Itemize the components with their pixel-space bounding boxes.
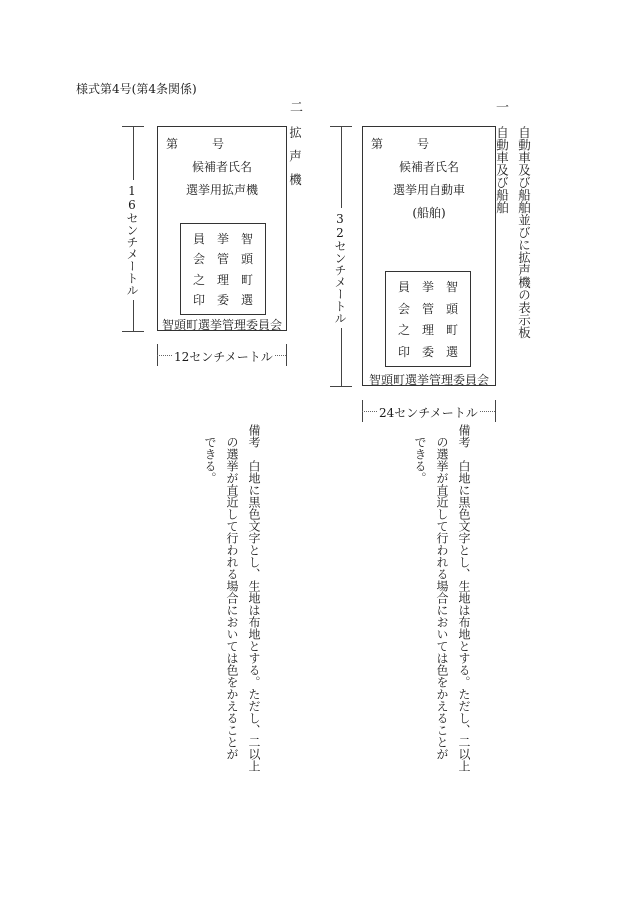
section2-number: 二 xyxy=(287,100,302,113)
height-label-1: 32センチメートル xyxy=(334,208,346,328)
official-seal xyxy=(385,271,471,367)
note-line-3: できる。 xyxy=(203,436,217,484)
note-line-1: 備考 白地に黒色文字とし、生地は布地とする。ただし、二以上 xyxy=(247,424,261,772)
seal-char: 員 xyxy=(397,280,410,295)
boat-label: (船舶) xyxy=(412,206,446,220)
dim-bottom-tick-1 xyxy=(330,386,352,387)
seal-char: 之 xyxy=(397,323,410,338)
section1-subheading: 自動車及び船舶 xyxy=(494,126,510,214)
seal-char: 委 xyxy=(421,344,434,359)
dim-right-tick-2 xyxy=(286,344,287,366)
section2-heading: 拡声機 xyxy=(287,126,303,197)
dim-right-tick-1 xyxy=(495,400,496,422)
committee-label: 智頭町選挙管理委員会 xyxy=(161,318,282,332)
number-label: 第 xyxy=(371,137,384,151)
sign-panel-car xyxy=(362,126,496,386)
seal-char: 印 xyxy=(192,293,205,308)
candidate-name-label: 候補者氏名 xyxy=(191,160,252,174)
seal-char: 町 xyxy=(240,272,253,287)
go-label: 号 xyxy=(212,137,225,151)
height-label-2: 16センチメートル xyxy=(126,180,138,300)
seal-char: 町 xyxy=(445,323,458,338)
go-label: 号 xyxy=(417,137,430,151)
seal-char: 委 xyxy=(216,293,229,308)
seal-char: 智 xyxy=(445,280,458,295)
seal-char: 之 xyxy=(192,272,205,287)
seal-char: 智 xyxy=(240,231,253,246)
seal-char: 理 xyxy=(421,323,434,338)
note-line-2: の選挙が直近して行われる場合においては色をかえることが xyxy=(435,436,449,760)
section1-heading: 自動車及び船舶並びに拡声機の表示板 xyxy=(516,126,532,339)
vehicle-label: 選挙用自動車 xyxy=(392,183,465,197)
note-line-2: の選挙が直近して行われる場合においては色をかえることが xyxy=(225,436,239,760)
width-label-2: 12センチメートル xyxy=(174,350,273,364)
section1-number: 一 xyxy=(493,100,508,113)
seal-char: 挙 xyxy=(216,231,229,246)
note-line-3: できる。 xyxy=(413,436,427,484)
seal-char: 挙 xyxy=(421,280,434,295)
seal-char: 管 xyxy=(216,252,229,267)
candidate-name-label: 候補者氏名 xyxy=(398,160,459,174)
speaker-label: 選挙用拡声機 xyxy=(185,183,258,197)
seal-char: 頭 xyxy=(445,301,458,316)
sign-panel-speaker xyxy=(157,126,287,331)
committee-label: 智頭町選挙管理委員会 xyxy=(368,373,489,387)
seal-char: 員 xyxy=(192,231,205,246)
dim-bottom-tick-2 xyxy=(122,331,144,332)
seal-char: 会 xyxy=(192,252,205,267)
seal-char: 会 xyxy=(397,301,410,316)
note-line-1: 備考 白地に黒色文字とし、生地は布地とする。ただし、二以上 xyxy=(457,424,471,772)
seal-char: 管 xyxy=(421,301,434,316)
seal-char: 理 xyxy=(216,272,229,287)
seal-char: 頭 xyxy=(240,252,253,267)
official-seal xyxy=(180,223,266,315)
seal-char: 印 xyxy=(397,344,410,359)
form-title: 様式第4号(第4条関係) xyxy=(76,82,197,96)
seal-char: 選 xyxy=(240,293,253,308)
width-label-1: 24センチメートル xyxy=(379,406,478,420)
number-label: 第 xyxy=(166,137,179,151)
seal-char: 選 xyxy=(445,344,458,359)
